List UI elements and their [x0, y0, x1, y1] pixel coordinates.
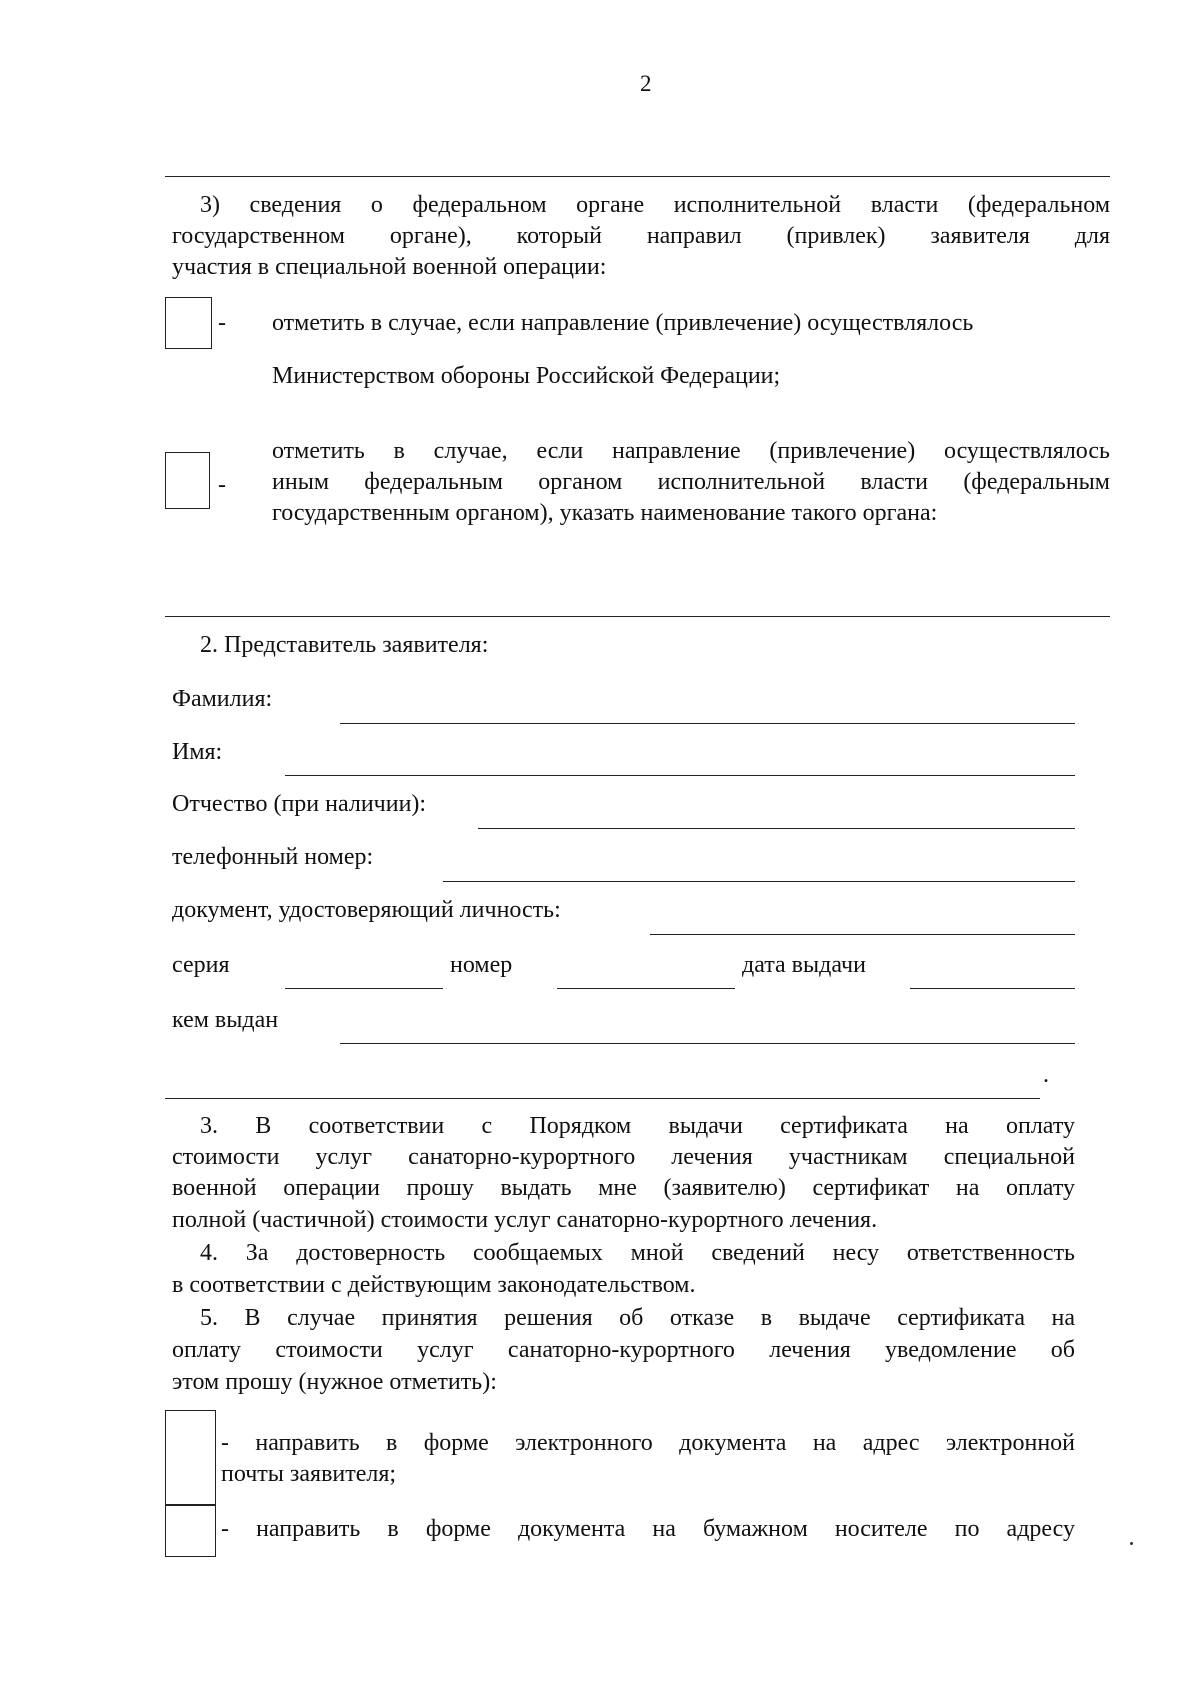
id-document-label: документ, удостоверяющий личность:: [172, 897, 561, 923]
paragraph3-line-4: полной (частичной) стоимости услуг санаторно-курортного лечения.: [172, 1207, 878, 1233]
paragraph3-line-1: 3. В соответствии с Порядком выдачи сертификата на оплату: [200, 1113, 1075, 1139]
item3-line-3: участия в специальной военной операции:: [172, 254, 607, 280]
issue-date-label: дата выдачи: [742, 952, 866, 978]
other-body-line-3: государственным органом), указать наименование такого органа:: [272, 500, 938, 526]
name-label: Имя:: [172, 739, 223, 765]
mod-option-line-2: Министерством обороны Российской Федерации;: [272, 363, 781, 389]
surname-label: Фамилия:: [172, 686, 273, 712]
paragraph3-line-3: военной операции прошу выдать мне (заявителю) сертификат на оплату: [172, 1175, 1075, 1201]
email-option-line-1: - направить в форме электронного документа на адрес электронной: [221, 1430, 1075, 1456]
scan-speck: [1130, 1542, 1133, 1545]
mod-option-line-1: отметить в случае, если направление (привлечение) осуществлялось: [272, 310, 974, 336]
patronymic-field[interactable]: [478, 828, 1075, 829]
number-label: номер: [450, 952, 513, 978]
phone-field[interactable]: [443, 881, 1075, 882]
patronymic-label: Отчество (при наличии):: [172, 791, 427, 817]
mod-dash: -: [218, 310, 226, 336]
other-body-dash: -: [218, 472, 226, 498]
trailing-dot: .: [1043, 1062, 1049, 1088]
other-body-line-2: иным федеральным органом исполнительной власти (федеральным: [272, 469, 1110, 495]
phone-label: телефонный номер:: [172, 844, 374, 870]
other-body-line-1: отметить в случае, если направление (привлечение) осуществлялось: [272, 438, 1110, 464]
mod-checkbox[interactable]: [165, 297, 212, 349]
paragraph5-line-1: 5. В случае принятия решения об отказе в выдаче сертификата на: [200, 1305, 1075, 1331]
paragraph4-line-2: в соответствии с действующим законодательством.: [172, 1272, 696, 1298]
item3-line-1: 3) сведения о федеральном органе исполнительной власти (федеральном: [200, 192, 1110, 218]
email-option-line-2: почты заявителя;: [221, 1461, 397, 1487]
surname-field[interactable]: [340, 723, 1075, 724]
other-body-checkbox[interactable]: [165, 452, 210, 509]
paragraph5-line-3: этом прошу (нужное отметить):: [172, 1369, 497, 1395]
email-option-checkbox[interactable]: [165, 1410, 216, 1506]
paper-option-checkbox[interactable]: [165, 1504, 216, 1557]
paper-option-line-1: - направить в форме документа на бумажном носителе по адресу: [221, 1516, 1075, 1542]
organ-name-line[interactable]: [165, 616, 1110, 617]
item3-line-2: государственном органе), который направил (привлек) заявителя для: [172, 223, 1110, 249]
id-document-field[interactable]: [650, 934, 1075, 935]
issued-by-field-continuation[interactable]: [165, 1098, 1040, 1099]
paragraph5-line-2: оплату стоимости услуг санаторно-курортного лечения уведомление об: [172, 1337, 1075, 1363]
representative-heading: 2. Представитель заявителя:: [200, 632, 489, 658]
top-divider: [165, 176, 1110, 177]
issued-by-label: кем выдан: [172, 1007, 279, 1033]
series-field[interactable]: [285, 988, 443, 989]
paragraph4-line-1: 4. За достоверность сообщаемых мной сведений несу ответственность: [200, 1240, 1075, 1266]
name-field[interactable]: [285, 775, 1075, 776]
number-field[interactable]: [557, 988, 735, 989]
issue-date-field[interactable]: [910, 988, 1075, 989]
page-number: 2: [640, 71, 652, 96]
paragraph3-line-2: стоимости услуг санаторно-курортного лечения участникам специальной: [172, 1144, 1075, 1170]
issued-by-field[interactable]: [340, 1043, 1075, 1044]
series-label: серия: [172, 952, 230, 978]
